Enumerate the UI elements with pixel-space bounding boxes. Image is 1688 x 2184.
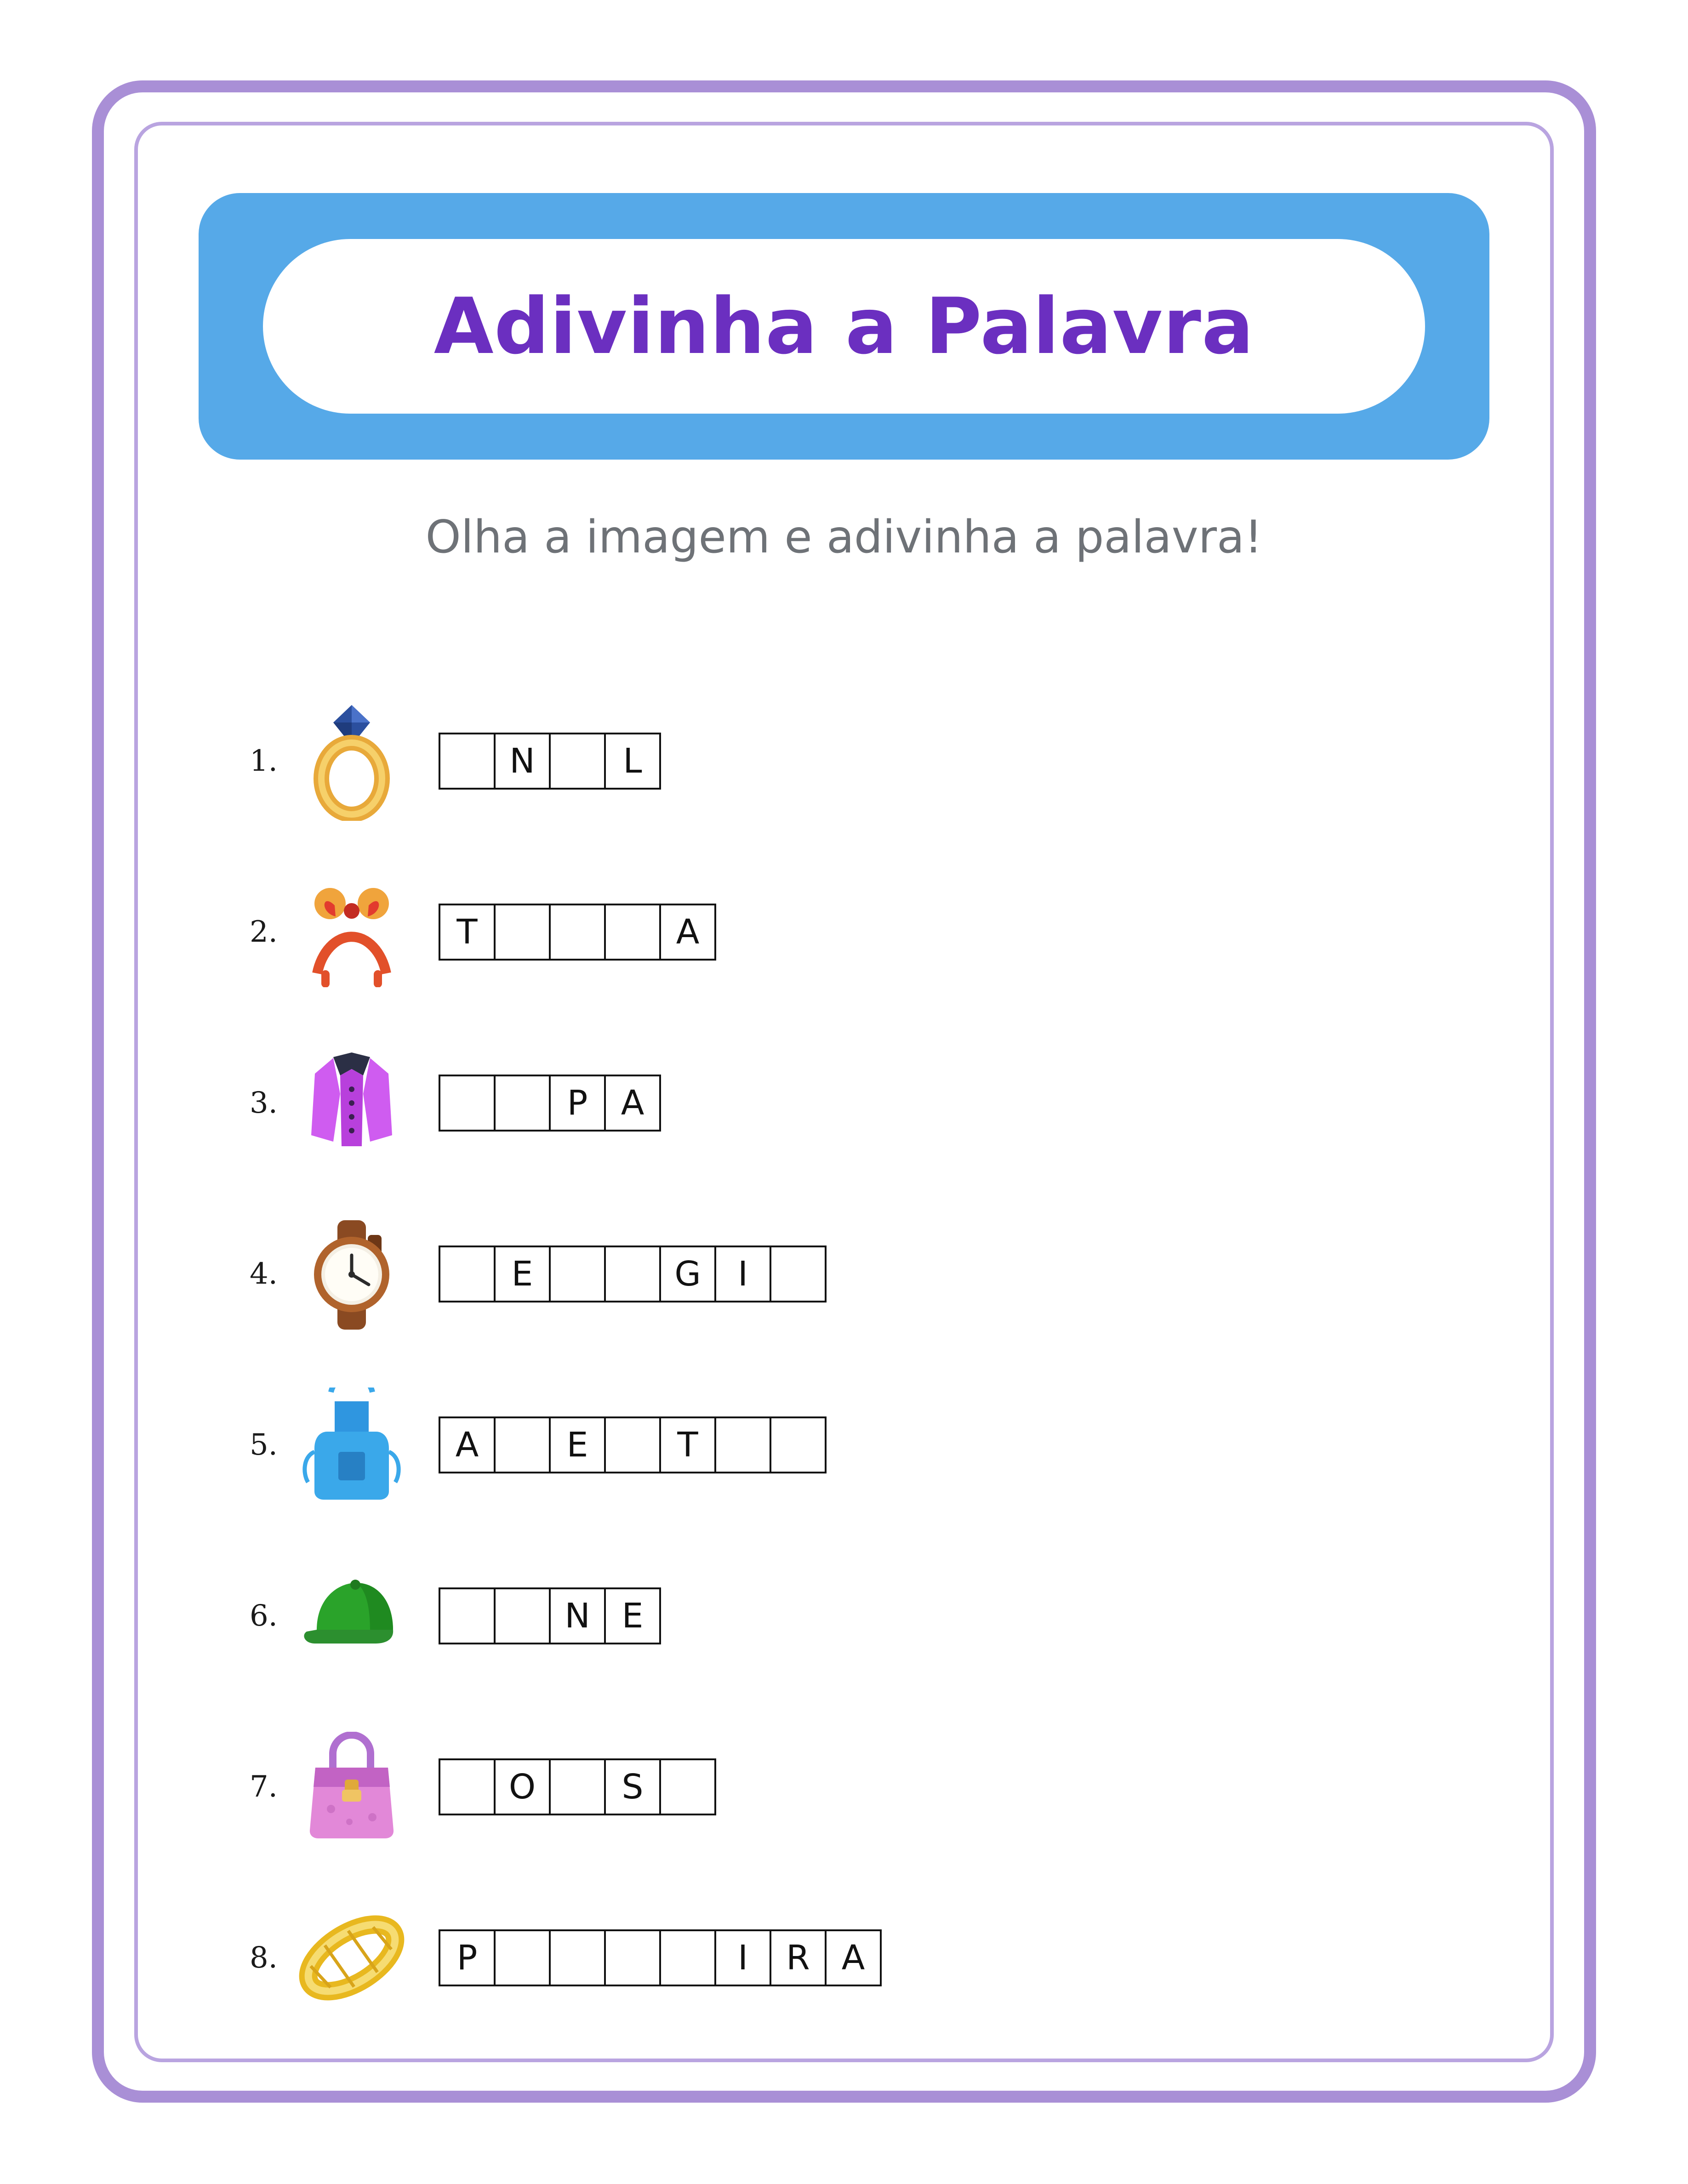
letter-cell[interactable]: S	[604, 1758, 661, 1815]
answer-boxes	[439, 1416, 827, 1473]
letter-cell[interactable]	[604, 904, 661, 961]
letter-cell[interactable]	[439, 1075, 496, 1132]
blue-apron-icon	[290, 1376, 414, 1514]
row-number: 7.	[249, 1770, 278, 1804]
letter-cell[interactable]	[439, 733, 496, 790]
row-number: 4.	[249, 1257, 278, 1291]
letter-cell[interactable]: T	[439, 904, 496, 961]
letter-cell[interactable]	[549, 1929, 606, 1986]
letter-cell[interactable]	[439, 1246, 496, 1302]
quiz-row	[239, 1701, 1342, 1872]
letter-cell[interactable]: A	[439, 1416, 496, 1473]
quiz-list	[239, 676, 1342, 2043]
letter-cell[interactable]: N	[549, 1587, 606, 1644]
answer-boxes	[439, 733, 661, 790]
letter-cell[interactable]	[604, 1416, 661, 1473]
quiz-row	[239, 1359, 1342, 1530]
letter-cell[interactable]	[549, 1246, 606, 1302]
letter-cell[interactable]	[770, 1416, 827, 1473]
page-subtitle: Olha a imagem e adivinha a palavra!	[425, 511, 1263, 563]
row-number: 1.	[249, 744, 278, 778]
letter-cell[interactable]	[494, 1075, 551, 1132]
letter-cell[interactable]	[714, 1416, 771, 1473]
pink-handbag-icon	[290, 1718, 414, 1856]
letter-cell[interactable]: P	[439, 1929, 496, 1986]
row-number: 3.	[249, 1086, 278, 1120]
row-number: 6.	[249, 1599, 278, 1633]
quiz-row	[239, 1189, 1342, 1359]
letter-cell[interactable]: I	[714, 1929, 771, 1986]
letter-cell[interactable]	[604, 1929, 661, 1986]
answer-boxes	[439, 1075, 661, 1132]
letter-cell[interactable]	[770, 1246, 827, 1302]
quiz-row	[239, 1530, 1342, 1701]
letter-cell[interactable]	[549, 733, 606, 790]
letter-cell[interactable]: E	[549, 1416, 606, 1473]
letter-cell[interactable]: N	[494, 733, 551, 790]
purple-coat-icon	[290, 1034, 414, 1172]
letter-cell[interactable]	[494, 1929, 551, 1986]
letter-cell[interactable]	[494, 904, 551, 961]
letter-cell[interactable]	[549, 1758, 606, 1815]
letter-cell[interactable]: E	[604, 1587, 661, 1644]
row-number: 5.	[249, 1428, 278, 1462]
quiz-row	[239, 847, 1342, 1018]
letter-cell[interactable]: R	[770, 1929, 827, 1986]
title-banner-inner	[263, 239, 1425, 414]
letter-cell[interactable]	[604, 1246, 661, 1302]
letter-cell[interactable]: P	[549, 1075, 606, 1132]
letter-cell[interactable]	[439, 1587, 496, 1644]
letter-cell[interactable]: A	[604, 1075, 661, 1132]
answer-boxes	[439, 1587, 661, 1644]
quiz-row	[239, 1018, 1342, 1189]
letter-cell[interactable]: E	[494, 1246, 551, 1302]
letter-cell[interactable]	[439, 1758, 496, 1815]
gold-bracelet-icon	[290, 1889, 414, 2027]
answer-boxes	[439, 1758, 716, 1815]
green-cap-icon	[290, 1547, 414, 1685]
title-banner	[199, 193, 1489, 460]
wristwatch-icon	[290, 1205, 414, 1343]
letter-cell[interactable]	[549, 904, 606, 961]
page-title: Adivinha a Palavra	[433, 281, 1255, 371]
row-number: 2.	[249, 915, 278, 949]
letter-cell[interactable]: T	[659, 1416, 716, 1473]
letter-cell[interactable]: G	[659, 1246, 716, 1302]
letter-cell[interactable]: I	[714, 1246, 771, 1302]
letter-cell[interactable]	[494, 1587, 551, 1644]
answer-boxes	[439, 904, 716, 961]
letter-cell[interactable]	[659, 1758, 716, 1815]
letter-cell[interactable]: A	[825, 1929, 882, 1986]
letter-cell[interactable]: O	[494, 1758, 551, 1815]
row-number: 8.	[249, 1941, 278, 1975]
letter-cell[interactable]: A	[659, 904, 716, 961]
letter-cell[interactable]	[494, 1416, 551, 1473]
letter-cell[interactable]	[659, 1929, 716, 1986]
diamond-ring-icon	[290, 692, 414, 830]
quiz-row	[239, 676, 1342, 847]
answer-boxes	[439, 1246, 827, 1302]
quiz-row	[239, 1872, 1342, 2043]
letter-cell[interactable]: L	[604, 733, 661, 790]
headband-with-bow-icon	[290, 863, 414, 1001]
answer-boxes	[439, 1929, 882, 1986]
